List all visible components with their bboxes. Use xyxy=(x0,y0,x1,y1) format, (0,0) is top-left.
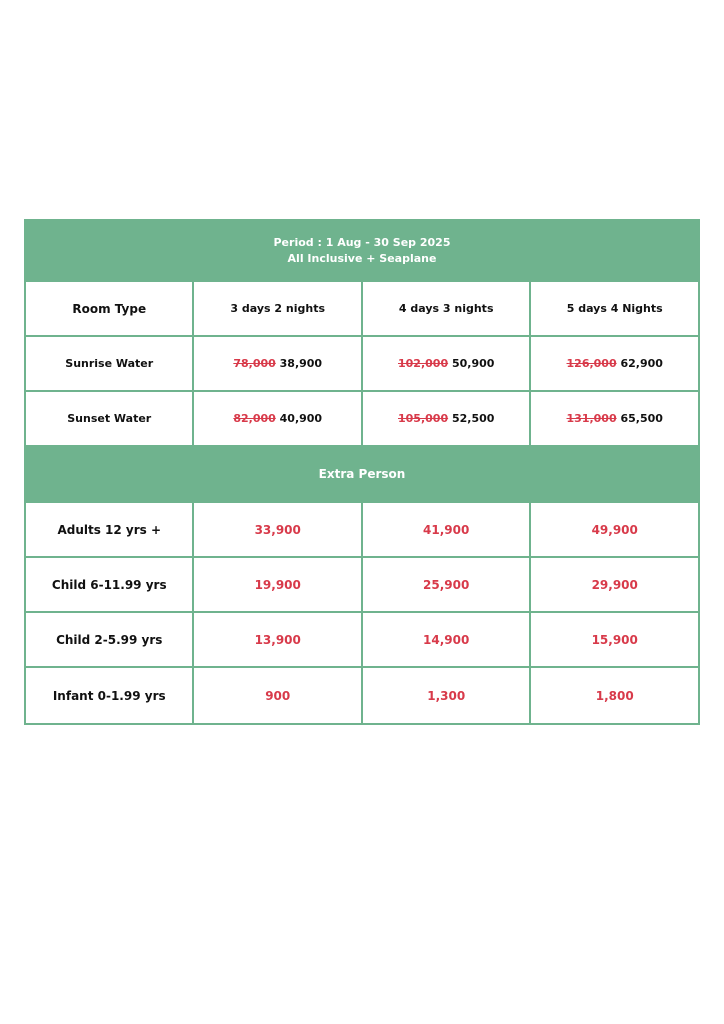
period-banner-row xyxy=(25,220,699,281)
room-type-header: Room Type xyxy=(25,281,193,336)
room-name: Sunrise Water xyxy=(25,336,193,391)
room-price-cell xyxy=(193,391,361,446)
price-table xyxy=(24,219,700,725)
room-price-cell xyxy=(362,391,530,446)
original-price: 105,000 xyxy=(398,412,449,425)
original-price: 78,000 xyxy=(233,357,276,370)
discounted-price: 50,900 xyxy=(451,357,495,370)
extra-person-price: 19,900 xyxy=(193,557,361,612)
extra-person-price: 29,900 xyxy=(530,557,699,612)
original-price: 82,000 xyxy=(233,412,276,425)
extra-person-label: Adults 12 yrs + xyxy=(25,502,193,557)
extra-person-label: Child 2-5.99 yrs xyxy=(25,612,193,667)
extra-person-price: 33,900 xyxy=(193,502,361,557)
room-row-sunrise-water xyxy=(25,336,699,391)
extra-person-price: 49,900 xyxy=(530,502,699,557)
extra-person-banner-row xyxy=(25,446,699,502)
room-row-sunset-water xyxy=(25,391,699,446)
discounted-price: 52,500 xyxy=(451,412,495,425)
stay-header-5d4n: 5 days 4 Nights xyxy=(530,281,699,336)
room-price-cell xyxy=(362,336,530,391)
room-price-cell xyxy=(530,336,699,391)
extra-person-price: 13,900 xyxy=(193,612,361,667)
room-price-cell xyxy=(193,336,361,391)
original-price: 102,000 xyxy=(398,357,449,370)
extra-row-child-2-5 xyxy=(25,612,699,667)
extra-person-title: Extra Person xyxy=(25,446,699,502)
original-price: 131,000 xyxy=(566,412,617,425)
extra-person-price: 900 xyxy=(193,667,361,724)
discounted-price: 40,900 xyxy=(279,412,323,425)
period-text: Period : 1 Aug - 30 Sep 2025 xyxy=(273,235,451,249)
extra-row-infant xyxy=(25,667,699,724)
extra-person-price: 1,800 xyxy=(530,667,699,724)
extra-person-price: 14,900 xyxy=(362,612,530,667)
discounted-price: 65,500 xyxy=(620,412,663,425)
extra-row-child-6-11 xyxy=(25,557,699,612)
extra-person-price: 1,300 xyxy=(362,667,530,724)
discounted-price: 62,900 xyxy=(620,357,663,370)
stay-header-3d2n: 3 days 2 nights xyxy=(193,281,361,336)
extra-row-adults xyxy=(25,502,699,557)
period-banner xyxy=(25,220,699,281)
discounted-price: 38,900 xyxy=(279,357,323,370)
stay-header-4d3n: 4 days 3 nights xyxy=(362,281,530,336)
column-header-row xyxy=(25,281,699,336)
extra-person-price: 41,900 xyxy=(362,502,530,557)
extra-person-price: 25,900 xyxy=(362,557,530,612)
extra-person-label: Infant 0-1.99 yrs xyxy=(25,667,193,724)
extra-person-price: 15,900 xyxy=(530,612,699,667)
original-price: 126,000 xyxy=(566,357,617,370)
room-price-cell xyxy=(530,391,699,446)
room-name: Sunset Water xyxy=(25,391,193,446)
package-text: All Inclusive + Seaplane xyxy=(287,251,437,265)
extra-person-label: Child 6-11.99 yrs xyxy=(25,557,193,612)
